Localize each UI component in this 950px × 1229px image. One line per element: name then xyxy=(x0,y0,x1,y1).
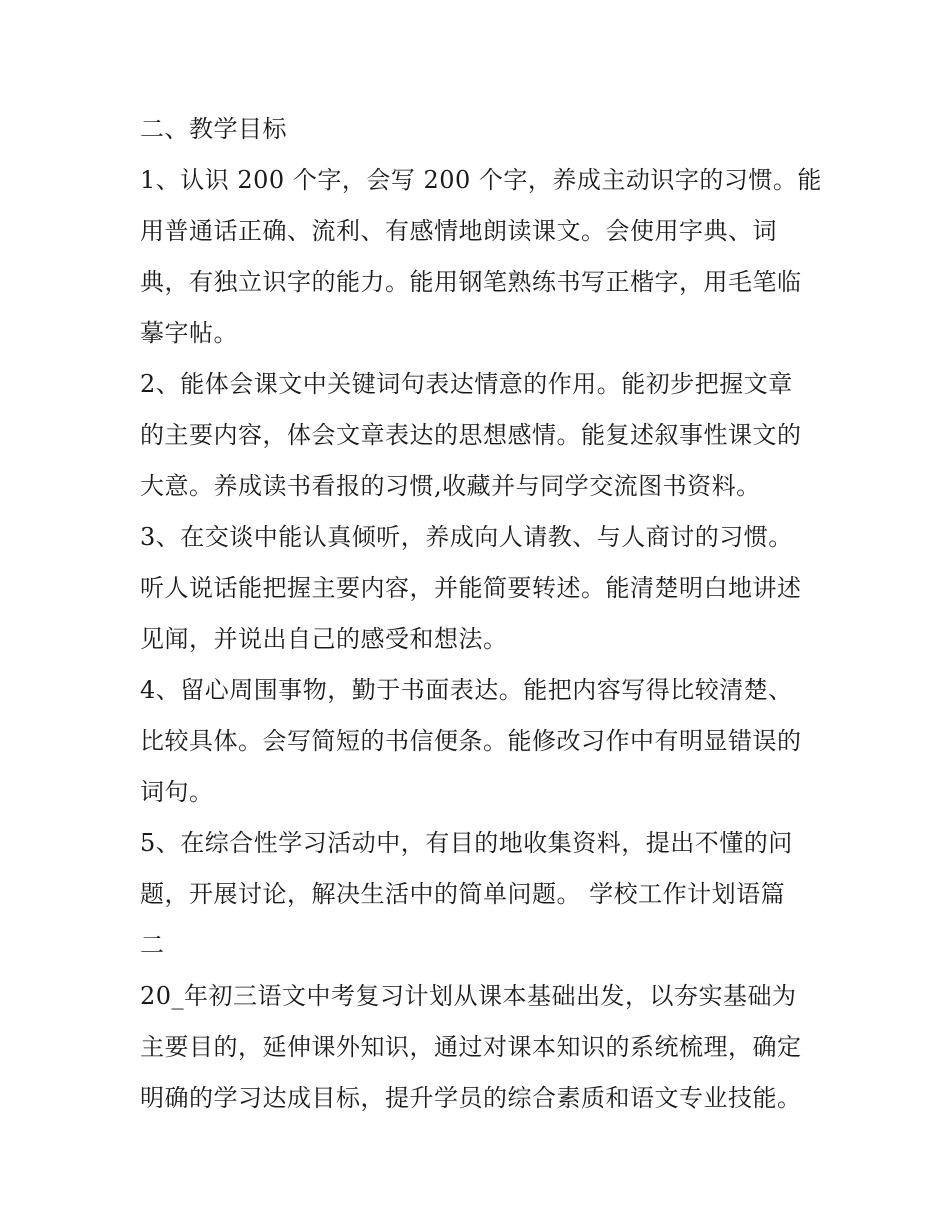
text-line: 2、能体会课文中关键词句表达情意的作用。能初步把握文章 xyxy=(140,370,793,398)
text-line: 3、在交谈中能认真倾听，养成向人请教、与人商讨的习惯。 xyxy=(140,523,793,551)
text-line: 1、认识 200 个字，会写 200 个字，养成主动识字的习惯。能 xyxy=(140,166,822,194)
section-heading: 二、教学目标 xyxy=(140,115,287,143)
document-body xyxy=(140,104,822,1124)
text-line: 主要目的，延伸课外知识，通过对课本知识的系统梳理，确定 xyxy=(140,1033,802,1061)
text-line: 4、留心周围事物，勤于书面表达。能把内容写得比较清楚、 xyxy=(140,676,793,704)
text-line: 题，开展讨论，解决生活中的简单问题。 学校工作计划语篇 xyxy=(140,880,786,908)
text-line: 比较具体。会写简短的书信便条。能修改习作中有明显错误的 xyxy=(140,727,802,755)
text-line: 二 xyxy=(140,931,165,959)
text-line: 典，有独立识字的能力。能用钢笔熟练书写正楷字，用毛笔临 xyxy=(140,268,802,296)
text-line: 见闻，并说出自己的感受和想法。 xyxy=(140,625,508,653)
text-line: 的主要内容，体会文章表达的思想感情。能复述叙事性课文的 xyxy=(140,421,802,449)
text-line: 听人说话能把握主要内容，并能简要转述。能清楚明白地讲述 xyxy=(140,574,802,602)
text-line: 词句。 xyxy=(140,778,214,806)
text-line: 大意。养成读书看报的习惯,收藏并与同学交流图书资料。 xyxy=(140,472,761,500)
text-line: 20_年初三语文中考复习计划从课本基础出发，以夯实基础为 xyxy=(140,982,797,1010)
text-line: 明确的学习达成目标，提升学员的综合素质和语文专业技能。 xyxy=(140,1084,802,1112)
text-line: 5、在综合性学习活动中，有目的地收集资料，提出不懂的问 xyxy=(140,829,793,857)
text-line: 摹字帖。 xyxy=(140,319,238,347)
text-line: 用普通话正确、流利、有感情地朗读课文。会使用字典、词 xyxy=(140,217,777,245)
